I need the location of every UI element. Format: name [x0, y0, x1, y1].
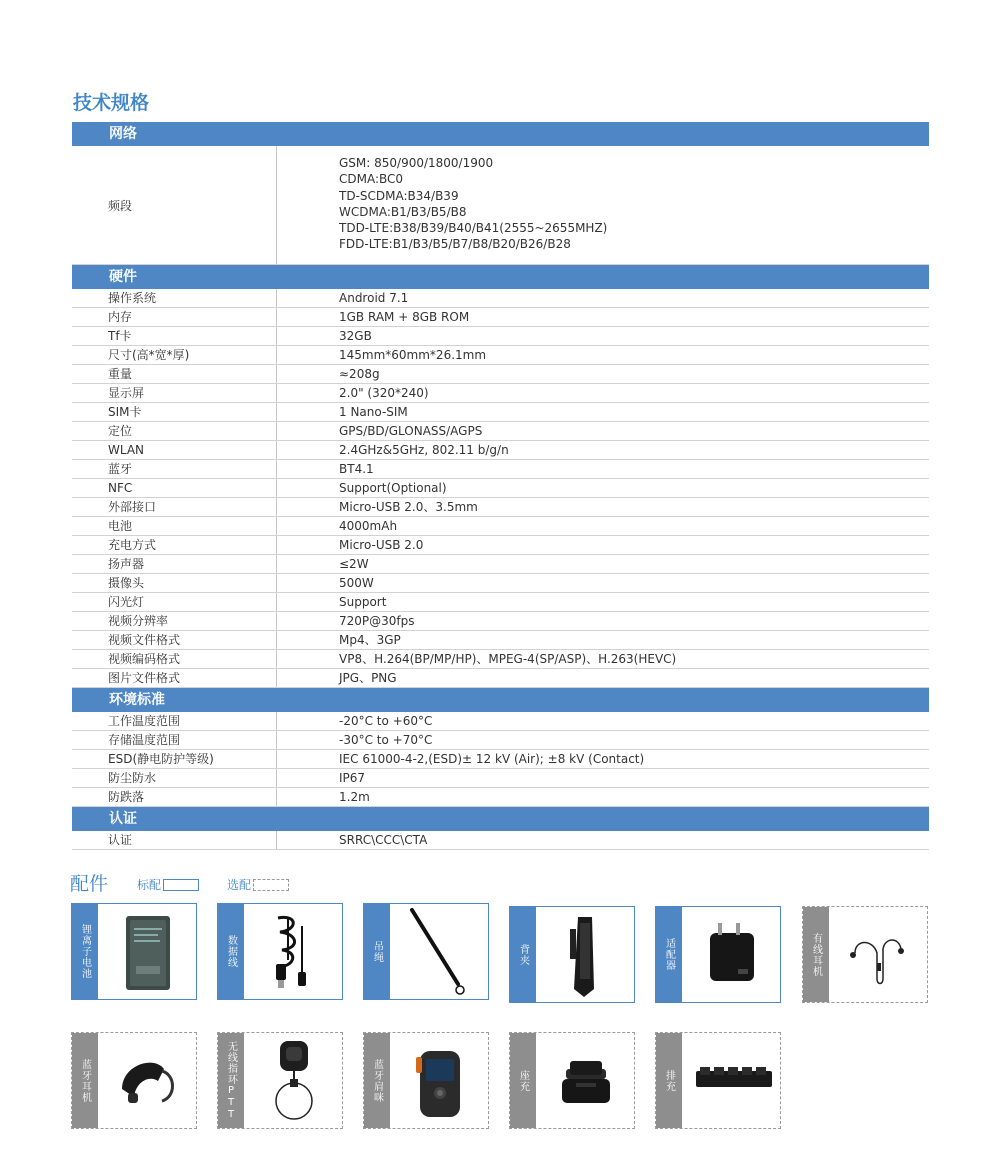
legend-optional-label: 选配: [227, 878, 252, 892]
spec-key: 防尘防水: [72, 769, 277, 787]
table-row: [72, 441, 929, 460]
spec-key: 外部接口: [72, 498, 277, 516]
accessory-card-ring-ptt: [217, 1032, 343, 1129]
table-row: [72, 422, 929, 441]
spec-key: 充电方式: [72, 536, 277, 554]
accessory-card-usb-cable: [217, 903, 343, 1000]
multi-unit-charger-icon: [686, 1035, 778, 1126]
spec-key: 扬声器: [72, 555, 277, 573]
spec-key: 显示屏: [72, 384, 277, 402]
legend-standard-swatch: [163, 879, 199, 891]
spec-value: SRRC\CCC\CTA: [339, 833, 428, 847]
table-row: [72, 769, 929, 788]
spec-value: GPS/BD/GLONASS/AGPS: [339, 424, 483, 438]
spec-value: Micro-USB 2.0、3.5mm: [339, 500, 478, 514]
table-row: [72, 712, 929, 731]
spec-key: 内存: [72, 308, 277, 326]
bluetooth-speaker-mic-icon: [394, 1035, 486, 1126]
table-row: [72, 831, 929, 850]
table-row: [72, 146, 929, 265]
spec-key: 操作系统: [72, 289, 277, 307]
battery-icon: [102, 906, 194, 997]
spec-value: -30°C to +70°C: [339, 733, 433, 747]
table-row: [72, 650, 929, 669]
accessory-label: 适配器: [656, 907, 682, 1002]
table-row: [72, 631, 929, 650]
table-row: [72, 384, 929, 403]
table-row: [72, 460, 929, 479]
page-title: 技术规格: [73, 92, 150, 114]
table-row: [72, 289, 929, 308]
table-row: [72, 788, 929, 807]
legend-optional: [227, 876, 289, 893]
spec-value: Support(Optional): [339, 481, 447, 495]
accessory-card-lanyard: [363, 903, 489, 1000]
accessory-card-battery: [71, 903, 197, 1000]
spec-key: WLAN: [72, 441, 277, 459]
spec-key: 重量: [72, 365, 277, 383]
accessory-card-desktop-charger: [509, 1032, 635, 1129]
spec-value: ≤2W: [339, 557, 369, 571]
spec-key: 存储温度范围: [72, 731, 277, 749]
section-header-network: 网络: [72, 122, 929, 146]
table-row: [72, 731, 929, 750]
spec-value: Mp4、3GP: [339, 633, 401, 647]
spec-value: 2.0" (320*240): [339, 386, 429, 400]
spec-value: [277, 146, 929, 264]
accessory-label: 无线指环PTT: [218, 1033, 244, 1128]
table-row: [72, 479, 929, 498]
accessory-label: 座充: [510, 1033, 536, 1128]
legend-standard-label: 标配: [137, 878, 162, 892]
section-header-hardware: 硬件: [72, 265, 929, 289]
table-row: [72, 669, 929, 688]
table-row: [72, 555, 929, 574]
spec-key: 认证: [72, 831, 277, 849]
spec-value: 32GB: [339, 329, 372, 343]
accessory-label: 有线耳机: [803, 907, 829, 1002]
table-row: [72, 593, 929, 612]
spec-key: 尺寸(高*宽*厚): [72, 346, 277, 364]
spec-value: 720P@30fps: [339, 614, 415, 628]
spec-key: 电池: [72, 517, 277, 535]
spec-value: 1.2m: [339, 790, 370, 804]
band-line: TDD-LTE:B38/B39/B40/B41(2555~2655MHZ): [339, 221, 608, 236]
spec-value: 4000mAh: [339, 519, 398, 533]
accessory-label: 蓝牙肩咪: [364, 1033, 390, 1128]
legend-optional-swatch: [253, 879, 289, 891]
spec-value: ≈208g: [339, 367, 380, 381]
accessory-label: 锂离子电池: [72, 904, 98, 999]
ring-ptt-icon: [248, 1035, 340, 1126]
spec-value: 145mm*60mm*26.1mm: [339, 348, 487, 362]
accessory-card-belt-clip: [509, 906, 635, 1003]
table-row: [72, 327, 929, 346]
spec-value: 1 Nano-SIM: [339, 405, 408, 419]
accessory-label: 背夹: [510, 907, 536, 1002]
spec-key: 频段: [72, 146, 277, 264]
table-row: [72, 517, 929, 536]
spec-value: IEC 61000-4-2,(ESD)± 12 kV (Air); ±8 kV (Contact): [339, 752, 645, 766]
spec-key: 视频文件格式: [72, 631, 277, 649]
spec-key: 工作温度范围: [72, 712, 277, 730]
table-row: [72, 346, 929, 365]
spec-table: [72, 122, 929, 850]
spec-key: 防跌落: [72, 788, 277, 806]
spec-value: Android 7.1: [339, 291, 409, 305]
spec-value: 500W: [339, 576, 374, 590]
power-adapter-icon: [686, 909, 778, 1000]
table-row: [72, 612, 929, 631]
spec-key: 视频编码格式: [72, 650, 277, 668]
band-line: CDMA:BC0: [339, 172, 404, 187]
accessory-card-bluetooth-speaker-mic: [363, 1032, 489, 1129]
band-line: WCDMA:B1/B3/B5/B8: [339, 204, 467, 219]
spec-key: 视频分辨率: [72, 612, 277, 630]
spec-key: SIM卡: [72, 403, 277, 421]
accessory-card-wired-earphone: [802, 906, 928, 1003]
table-row: [72, 574, 929, 593]
table-row: [72, 365, 929, 384]
spec-key: 闪光灯: [72, 593, 277, 611]
band-line: GSM: 850/900/1800/1900: [339, 156, 494, 170]
accessory-label: 数据线: [218, 904, 244, 999]
spec-value: 2.4GHz&5GHz, 802.11 b/g/n: [339, 443, 509, 457]
band-line: FDD-LTE:B1/B3/B5/B7/B8/B20/B26/B28: [339, 237, 571, 252]
spec-key: ESD(静电防护等级): [72, 750, 277, 768]
spec-key: Tf卡: [72, 327, 277, 345]
spec-key: 定位: [72, 422, 277, 440]
usb-cable-icon: [248, 906, 340, 997]
accessory-card-bluetooth-headset: [71, 1032, 197, 1129]
accessory-card-power-adapter: [655, 906, 781, 1003]
table-row: [72, 536, 929, 555]
spec-key: 摄像头: [72, 574, 277, 592]
bluetooth-headset-icon: [102, 1035, 194, 1126]
table-row: [72, 498, 929, 517]
spec-value: IP67: [339, 771, 366, 785]
accessory-label: 排充: [656, 1033, 682, 1128]
desktop-charger-icon: [540, 1035, 632, 1126]
accessory-label: 吊绳: [364, 904, 390, 999]
section-header-environment: 环境标准: [72, 688, 929, 712]
spec-key: 图片文件格式: [72, 669, 277, 687]
section-header-certification: 认证: [72, 807, 929, 831]
belt-clip-icon: [540, 909, 632, 1000]
spec-key: NFC: [72, 479, 277, 497]
accessories-title: 配件: [70, 873, 109, 895]
table-row: [72, 308, 929, 327]
table-row: [72, 403, 929, 422]
spec-value: -20°C to +60°C: [339, 714, 433, 728]
accessory-label: 蓝牙耳机: [72, 1033, 98, 1128]
spec-value: JPG、PNG: [339, 671, 397, 685]
spec-value: BT4.1: [339, 462, 374, 476]
table-row: [72, 750, 929, 769]
legend-standard: [137, 876, 199, 893]
spec-key: 蓝牙: [72, 460, 277, 478]
spec-value: Micro-USB 2.0: [339, 538, 424, 552]
lanyard-icon: [394, 906, 486, 997]
band-line: TD-SCDMA:B34/B39: [339, 188, 459, 203]
spec-value: Support: [339, 595, 387, 609]
spec-value: VP8、H.264(BP/MP/HP)、MPEG-4(SP/ASP)、H.263(HEVC): [339, 652, 677, 666]
accessory-card-multi-unit-charger: [655, 1032, 781, 1129]
wired-earphone-icon: [833, 909, 925, 1000]
spec-value: 1GB RAM + 8GB ROM: [339, 310, 470, 324]
